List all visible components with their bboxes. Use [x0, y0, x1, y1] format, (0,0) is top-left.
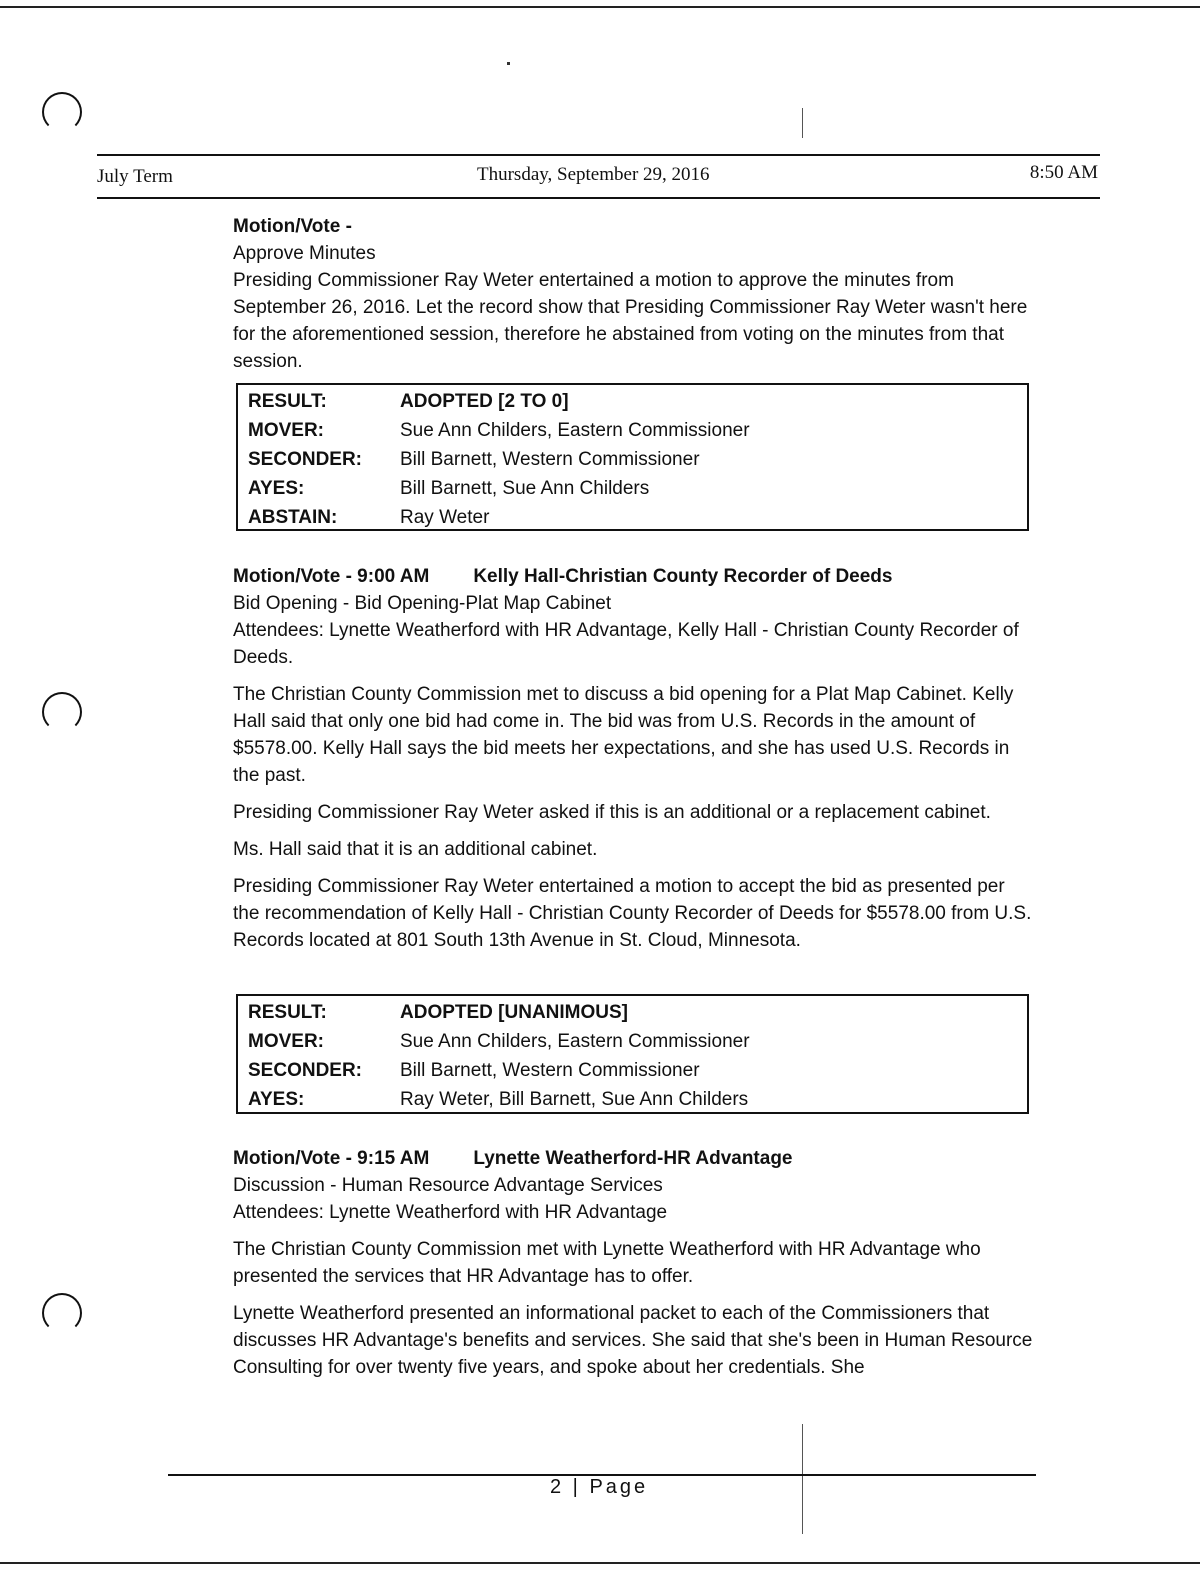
paragraph: Presiding Commissioner Ray Weter entertained a motion to accept the bid as presented per the recommendation of Kelly Hall - Christian County Recorder of Deeds for $5578.00 from U.S. Records located at 801 South 13th Avenue in St. Cloud, Minnesota. [233, 876, 1032, 951]
vote-value: Bill Barnett, Western Commissioner [400, 449, 700, 470]
section-heading [233, 563, 1033, 590]
paragraph: The Christian County Commission met to discuss a bid opening for a Plat Map Cabinet. Kelly Hall said that only one bid had come in. The bid was from U.S. Records in the amount of $5578.00. Kelly Hall says the bid meets her expectations, and she has used U.S. Records in the past. [233, 684, 1014, 786]
vote-value: Bill Barnett, Sue Ann Childers [400, 478, 650, 499]
vote-row [238, 503, 1027, 532]
section-subtitle: Approve Minutes [233, 243, 376, 264]
vote-row [238, 387, 1027, 416]
page-word: Page [589, 1476, 649, 1498]
vote-row [238, 1056, 1027, 1085]
header-top-rule [97, 154, 1100, 156]
vote-label: MOVER: [248, 420, 324, 441]
vote-value: Ray Weter [400, 507, 490, 528]
punch-hole-bottom [42, 1293, 82, 1333]
page-header [97, 162, 1100, 190]
vote-value: Sue Ann Childers, Eastern Commissioner [400, 420, 750, 441]
section-line: Bid Opening - Bid Opening-Plat Map Cabinet [233, 593, 612, 614]
section-heading-time: Motion/Vote - 9:00 AM [233, 566, 430, 587]
section-heading: Motion/Vote - [233, 216, 352, 237]
page-footer: 2 | Page [550, 1476, 649, 1498]
vote-label: ABSTAIN: [248, 507, 338, 528]
vote-result: ADOPTED [UNANIMOUS] [400, 1002, 628, 1023]
paragraph: The Christian County Commission met with Lynette Weatherford with HR Advantage who presented the services that HR Advantage has to offer. [233, 1239, 981, 1287]
scan-bottom-edge [0, 1562, 1200, 1564]
scan-speck [507, 62, 510, 65]
section-approve-minutes [233, 213, 1033, 375]
vote-label: RESULT: [248, 391, 327, 412]
scan-top-edge [0, 6, 1200, 8]
section-heading-time: Motion/Vote - 9:15 AM [233, 1148, 430, 1169]
section-heading [233, 1145, 1033, 1172]
vote-table-1 [236, 383, 1029, 531]
punch-hole-middle [42, 692, 82, 732]
vote-value: Ray Weter, Bill Barnett, Sue Ann Childers [400, 1089, 749, 1110]
paragraph: Presiding Commissioner Ray Weter asked if this is an additional or a replacement cabinet. [233, 802, 991, 823]
vote-row [238, 998, 1027, 1027]
section-heading-name: Lynette Weatherford-HR Advantage [473, 1148, 793, 1169]
vote-result: ADOPTED [2 TO 0] [400, 391, 569, 412]
scan-mark [802, 108, 803, 138]
vote-table-2 [236, 994, 1029, 1114]
section-line: Discussion - Human Resource Advantage Services [233, 1175, 663, 1196]
vote-label: SECONDER: [248, 449, 363, 470]
section-heading-name: Kelly Hall-Christian County Recorder of Deeds [473, 566, 893, 587]
vote-value: Bill Barnett, Western Commissioner [400, 1060, 700, 1081]
section-hr-advantage [233, 1145, 1033, 1381]
term-label: July Term [97, 166, 173, 187]
vote-row [238, 416, 1027, 445]
punch-hole-top [42, 92, 82, 132]
vote-row [238, 445, 1027, 474]
vote-row [238, 1085, 1027, 1114]
scan-mark [802, 1424, 803, 1534]
page-number: 2 [550, 1476, 565, 1498]
header-bottom-rule [97, 197, 1100, 199]
vote-label: AYES: [248, 478, 305, 499]
vote-row [238, 474, 1027, 503]
vote-value: Sue Ann Childers, Eastern Commissioner [400, 1031, 750, 1052]
attendees: Attendees: Lynette Weatherford with HR Advantage [233, 1202, 668, 1223]
vote-row [238, 1027, 1027, 1056]
meeting-time: 8:50 AM [1029, 162, 1098, 183]
section-body: Presiding Commissioner Ray Weter entertained a motion to approve the minutes from September 26, 2016. Let the record show that Presiding Commissioner Ray Weter wasn't here for the aforementioned session, therefore he abstained from voting on the minutes from that session. [233, 270, 1028, 372]
vote-label: AYES: [248, 1089, 305, 1110]
paragraph: Lynette Weatherford presented an informational packet to each of the Commissioners that discusses HR Advantage's benefits and services. She said that she's been in Human Resource Consulting for over twenty five years, and spoke about her credentials. She [233, 1303, 1033, 1378]
meeting-date: Thursday, September 29, 2016 [477, 164, 710, 185]
vote-label: RESULT: [248, 1002, 327, 1023]
section-bid-opening [233, 563, 1033, 954]
vote-label: SECONDER: [248, 1060, 363, 1081]
vote-label: MOVER: [248, 1031, 324, 1052]
paragraph: Ms. Hall said that it is an additional cabinet. [233, 839, 598, 860]
attendees: Attendees: Lynette Weatherford with HR Advantage, Kelly Hall - Christian County Recorder of Deeds. [233, 620, 1019, 668]
